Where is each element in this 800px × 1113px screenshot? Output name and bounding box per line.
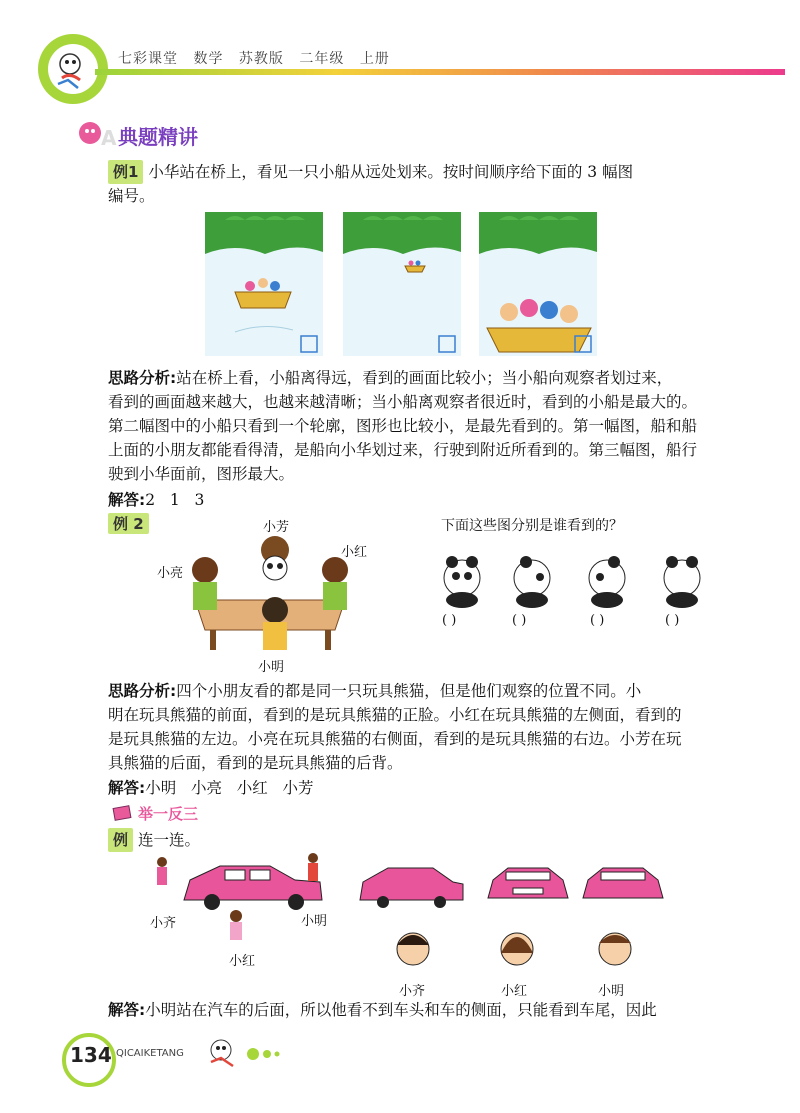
header-series: 七彩课堂 xyxy=(118,51,178,67)
example2-answer xyxy=(108,776,728,800)
example1-answer-label: 解答: xyxy=(108,491,146,509)
panda-front-icon xyxy=(444,556,480,608)
boat-picture-2 xyxy=(343,212,461,356)
paren-1: ( ) xyxy=(442,613,457,628)
example2-analysis xyxy=(108,679,728,775)
example1-analysis-label: 思路分析: xyxy=(108,369,177,387)
header-text xyxy=(118,48,400,68)
header-rainbow-bar xyxy=(95,69,785,75)
car-front-icon xyxy=(488,868,568,898)
analysis-line: 明在玩具熊猫的前面，看到的是玩具熊猫的正脸。小红在玩具熊猫的左侧面，看到的 xyxy=(108,706,682,724)
paren-3: ( ) xyxy=(590,613,605,628)
notebook-icon xyxy=(113,805,133,821)
section-mascot-icon xyxy=(74,118,117,150)
example2-question: 下面这些图分别是谁看到的？ xyxy=(441,518,623,534)
header-grade: 二年级 xyxy=(299,51,345,67)
example2-label-wrap xyxy=(108,513,149,534)
practice-answer-value: 小明站在汽车的后面，所以他看不到车头和车的侧面，只能看到车尾，因此 xyxy=(145,1001,657,1019)
example1-answer xyxy=(108,488,728,512)
footer-brand: QICAIKETANG xyxy=(116,1048,184,1059)
analysis-line: 站在桥上看，小船离得远，看到的画面比较小；当小船向观察者划过来， xyxy=(176,369,673,387)
example1-question-line2: 编号。 xyxy=(108,187,155,205)
boat-picture-1 xyxy=(205,212,323,356)
analysis-line: 具熊猫的后面，看到的是玩具熊猫的后背。 xyxy=(108,754,403,772)
practice-instruction-row xyxy=(108,828,728,852)
header-edition: 苏教版 xyxy=(238,51,284,67)
example2-label: 例 2 xyxy=(108,513,149,534)
analysis-line: 看到的画面越来越大，也越来越清晰；当小船离观察者很近时，看到的小船是最大的。 xyxy=(108,393,698,411)
mascot-icon xyxy=(48,44,98,94)
panda-right-icon xyxy=(589,556,625,608)
example1-analysis xyxy=(108,366,728,486)
example1-answer-value: 2 1 3 xyxy=(145,491,205,509)
faces-row xyxy=(395,925,635,975)
xiaoqi-face-icon xyxy=(397,933,429,965)
name-xiaohong: 小红 xyxy=(341,545,368,560)
analysis-line: 四个小朋友看的都是同一只玩具熊猫，但是他们观察的位置不同。小 xyxy=(176,682,642,700)
analysis-line: 驶到小华面前，图形最大。 xyxy=(108,465,295,483)
practice-label: 例 xyxy=(108,828,133,852)
bottom-name-xiaoming: 小明 xyxy=(598,984,625,999)
xiaoming-face-icon xyxy=(599,933,631,965)
practice-name-xiaoming: 小明 xyxy=(301,914,328,929)
practice-name-xiaoqi: 小齐 xyxy=(150,916,177,931)
practice-answer-label: 解答: xyxy=(108,1001,146,1019)
footer-mascot-icon xyxy=(205,1036,295,1070)
xiaohong-face-icon xyxy=(501,933,533,965)
example2-answer-label: 解答: xyxy=(108,779,146,797)
paren-4: ( ) xyxy=(665,613,680,628)
practice-title: 举一反三 xyxy=(138,805,199,823)
page-number: 134 xyxy=(70,1043,112,1067)
car-views xyxy=(358,860,708,910)
example2-analysis-label: 思路分析: xyxy=(108,682,177,700)
bottom-name-xiaoqi: 小齐 xyxy=(399,984,426,999)
car-side-icon xyxy=(360,868,463,908)
practice-answer xyxy=(108,998,748,1022)
panda-left-icon xyxy=(514,556,550,608)
example1-question xyxy=(108,160,728,208)
header-subject: 数学 xyxy=(193,51,224,67)
practice-instruction: 连一连。 xyxy=(137,831,200,849)
bottom-name-xiaohong: 小红 xyxy=(501,984,528,999)
analysis-line: 是玩具熊猫的左边。小亮在玩具熊猫的右侧面，看到的是玩具熊猫的右边。小芳在玩 xyxy=(108,730,682,748)
car-back-icon xyxy=(583,868,663,898)
boat-picture-3 xyxy=(479,212,597,356)
analysis-line: 上面的小朋友都能看得清，是船向小华划过来，行驶到附近所看到的。第三幅图，船行 xyxy=(108,441,698,459)
svg-text:A: A xyxy=(101,126,117,150)
panda-views xyxy=(432,550,712,610)
example1-label: 例1 xyxy=(108,160,143,184)
paren-2: ( ) xyxy=(512,613,527,628)
header-logo xyxy=(48,44,98,94)
name-xiaoliang: 小亮 xyxy=(157,566,184,581)
name-xiaoming: 小明 xyxy=(258,660,285,675)
name-xiaofang: 小芳 xyxy=(263,520,290,535)
example1-question-line1: 小华站在桥上，看见一只小船从远处划来。按时间顺序给下面的 3 幅图 xyxy=(148,163,634,181)
example2-answer-value: 小明 小亮 小红 小芳 xyxy=(145,779,314,797)
analysis-line: 第二幅图中的小船只看到一个轮廓，图形也比较小，是最先看到的。第一幅图，船和船 xyxy=(108,417,698,435)
practice-name-xiaohong: 小红 xyxy=(229,954,256,969)
panda-back-icon xyxy=(664,556,700,608)
children-table-illustration xyxy=(175,530,368,655)
header-volume: 上册 xyxy=(359,51,390,67)
section-title: 典题精讲 xyxy=(118,125,198,149)
